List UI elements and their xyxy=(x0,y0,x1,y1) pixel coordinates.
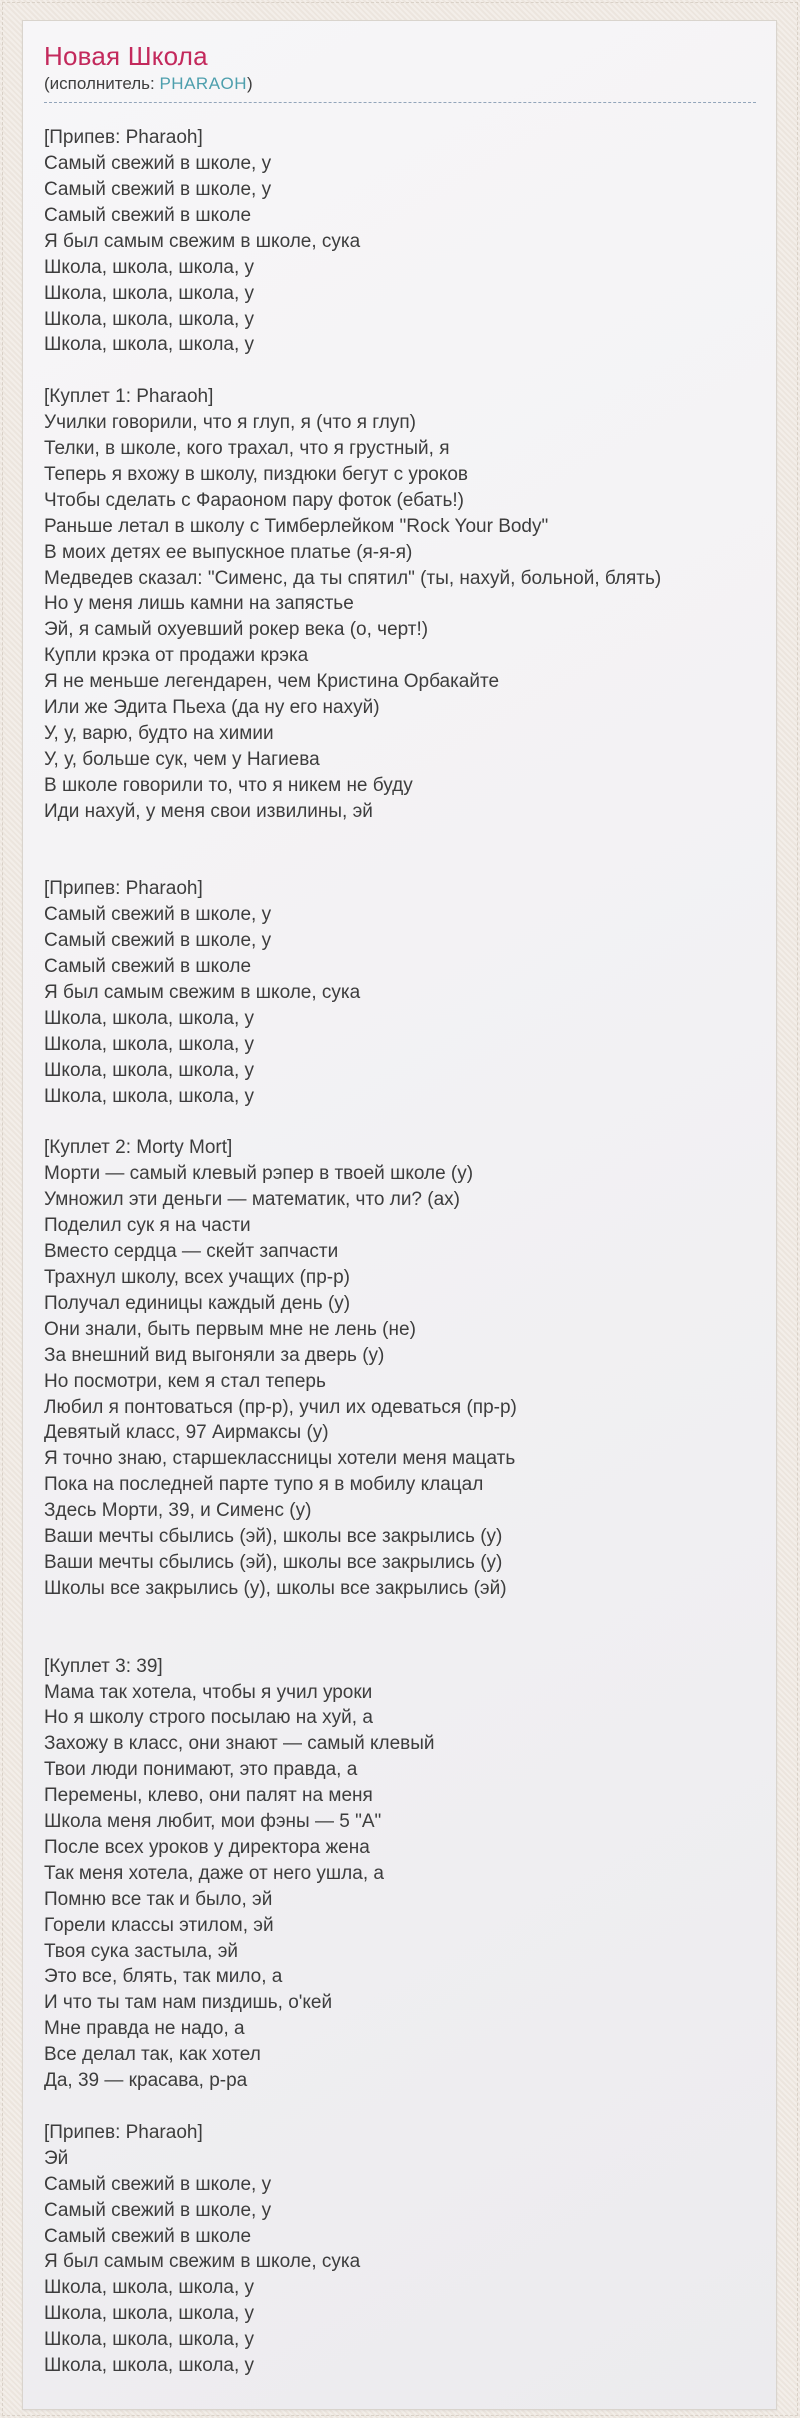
lyric-line: Школа, школа, школа, у xyxy=(44,1007,255,1029)
lyric-line: Самый свежий в школе xyxy=(44,956,252,978)
lyric-line: Эй, я самый охуевший рокер века (о, черт!) xyxy=(44,619,429,641)
lyric-line: Школа, школа, школа, у xyxy=(44,308,255,330)
lyrics-section xyxy=(44,1654,756,2094)
lyric-line: Самый свежий в школе, у xyxy=(44,179,272,200)
lyric-line: Все делал так, как хотел xyxy=(44,2044,261,2066)
lyric-line: В школе говорили то, что я никем не буду xyxy=(44,774,413,796)
lyric-line: Самый свежий в школе, у xyxy=(44,2199,272,2221)
section-header: [Куплет 1: Pharaoh] xyxy=(44,386,214,408)
lyric-line: Ваши мечты сбылись (эй), школы все закрылись (у) xyxy=(44,1526,503,1548)
lyric-line: Чтобы сделать с Фараоном пару фоток (ебать!) xyxy=(44,489,464,511)
lyric-line: Трахнул школу, всех учащих (пр-р) xyxy=(44,1267,350,1289)
lyric-line: Поделил сук я на части xyxy=(44,1215,251,1237)
lyric-line: Школа, школа, школа, у xyxy=(44,1033,255,1055)
lyric-line: Горели классы этилом, эй xyxy=(44,1914,274,1936)
lyric-line: Они знали, быть первым мне не лень (не) xyxy=(44,1318,416,1340)
lyrics-section xyxy=(44,2120,756,2379)
lyric-line: Захожу в класс, они знают — самый клевый xyxy=(44,1733,435,1755)
lyric-line: Пока на последней парте тупо я в мобилу клацал xyxy=(44,1474,484,1496)
lyric-line: Иди нахуй, у меня свои извилины, эй xyxy=(44,800,373,822)
lyric-line: Да, 39 — красава, р-ра xyxy=(44,2070,248,2092)
lyric-line: Вместо сердца — скейт запчасти xyxy=(44,1241,339,1263)
lyric-line: Школа, школа, школа, у xyxy=(44,2303,255,2325)
lyric-line: Но у меня лишь камни на запястье xyxy=(44,593,354,615)
section-header: [Припев: Pharaoh] xyxy=(44,2121,203,2143)
lyric-line: У, у, больше сук, чем у Нагиева xyxy=(44,748,320,770)
section-header: [Куплет 3: 39] xyxy=(44,1655,163,1677)
lyric-line: Самый свежий в школе, у xyxy=(44,2173,272,2195)
lyric-line: Училки говорили, что я глуп, я (что я глуп) xyxy=(44,412,416,434)
lyric-line: Это все, блять, так мило, а xyxy=(44,1966,283,1988)
lyric-line: Школа, школа, школа, у xyxy=(44,256,255,278)
song-title: Новая Школа xyxy=(44,41,208,71)
lyric-line: Здесь Морти, 39, и Сименс (у) xyxy=(44,1500,312,1522)
lyric-line: И что ты там нам пиздишь, о'кей xyxy=(44,1992,333,2014)
lyric-line: Школа, школа, школа, у xyxy=(44,2355,255,2377)
lyric-line: Ваши мечты сбылись (эй), школы все закрылись (у) xyxy=(44,1551,503,1573)
lyric-line: Мне правда не надо, а xyxy=(44,2018,245,2040)
lyric-line: Девятый класс, 97 Аирмаксы (у) xyxy=(44,1422,329,1444)
lyric-line: Я был самым свежим в школе, сука xyxy=(44,2251,361,2273)
lyric-line: Умножил эти деньги — математик, что ли? (ах) xyxy=(44,1189,460,1211)
lyric-line: Школа, школа, школа, у xyxy=(44,2277,255,2299)
lyric-line: Самый свежий в школе xyxy=(44,2225,252,2247)
lyric-line: За внешний вид выгоняли за дверь (у) xyxy=(44,1344,385,1366)
section-header: [Припев: Pharaoh] xyxy=(44,878,203,900)
lyric-line: Школа, школа, школа, у xyxy=(44,1085,255,1107)
lyric-line: Самый свежий в школе, у xyxy=(44,153,272,175)
lyric-line: Купли крэка от продажи крэка xyxy=(44,645,309,667)
lyrics-text xyxy=(44,125,756,2379)
artist-line xyxy=(44,74,756,103)
lyric-line: В моих детях ее выпускное платье (я-я-я) xyxy=(44,541,413,563)
lyric-line: Но я школу строго посылаю на хуй, а xyxy=(44,1707,373,1729)
lyric-line: Школа, школа, школа, у xyxy=(44,1059,255,1081)
lyric-line: Твоя сука застыла, эй xyxy=(44,1940,239,1962)
artist-label: (исполнитель: xyxy=(44,74,160,94)
lyric-line: Школа, школа, школа, у xyxy=(44,334,255,356)
lyric-line: Медведев сказал: "Сименс, да ты спятил" (ты, нахуй, больной, блять) xyxy=(44,567,662,589)
lyric-line: Морти — самый клевый рэпер в твоей школе (у) xyxy=(44,1163,474,1185)
lyric-line: Теперь я вхожу в школу, пиздюки бегут с уроков xyxy=(44,463,469,485)
lyrics-section xyxy=(44,125,756,358)
lyric-line: Самый свежий в школе, у xyxy=(44,904,272,926)
lyric-line: Я точно знаю, старшеклассницы хотели меня мацать xyxy=(44,1448,516,1470)
lyric-line: После всех уроков у директора жена xyxy=(44,1836,370,1858)
lyric-line: Школа меня любит, мои фэны — 5 "А" xyxy=(44,1811,382,1833)
lyric-line: Я не меньше легендарен, чем Кристина Орбакайте xyxy=(44,671,500,693)
lyrics-section xyxy=(44,876,756,1109)
lyric-line: Самый свежий в школе, у xyxy=(44,930,272,952)
lyric-line: Школы все закрылись (у), школы все закрылись (эй) xyxy=(44,1577,507,1599)
lyric-line: Я был самым свежим в школе, сука xyxy=(44,982,361,1004)
artist-link[interactable]: PHARAOH xyxy=(159,74,248,94)
section-header: [Куплет 2: Morty Mort] xyxy=(44,1137,233,1159)
artist-suffix: ) xyxy=(247,74,253,94)
lyric-line: Я был самым свежим в школе, сука xyxy=(44,230,361,252)
lyrics-section xyxy=(44,384,756,824)
lyric-line: Твои люди понимают, это правда, а xyxy=(44,1759,358,1781)
section-header: [Припев: Pharaoh] xyxy=(44,127,203,149)
lyric-line: Так меня хотела, даже от него ушла, а xyxy=(44,1862,384,1884)
lyric-line: У, у, варю, будто на химии xyxy=(44,723,274,745)
lyric-line: Раньше летал в школу с Тимберлейком "Rock Your Body" xyxy=(44,515,549,537)
lyric-line: Школа, школа, школа, у xyxy=(44,282,255,304)
lyrics-section xyxy=(44,1135,756,1601)
lyric-line: Самый свежий в школе xyxy=(44,204,252,226)
lyric-line: Школа, школа, школа, у xyxy=(44,2329,255,2351)
lyric-line: Эй xyxy=(44,2147,69,2169)
lyric-line: Или же Эдита Пьеха (да ну его нахуй) xyxy=(44,697,380,719)
lyric-line: Но посмотри, кем я стал теперь xyxy=(44,1370,326,1392)
lyric-line: Получал единицы каждый день (у) xyxy=(44,1292,351,1314)
lyric-line: Перемены, клево, они палят на меня xyxy=(44,1785,373,1807)
lyric-line: Любил я понтоваться (пр-р), учил их одеваться (пр-р) xyxy=(44,1396,517,1418)
lyrics-card xyxy=(22,20,777,2410)
lyric-line: Мама так хотела, чтобы я учил уроки xyxy=(44,1681,373,1703)
lyric-line: Телки, в школе, кого трахал, что я грустный, я xyxy=(44,438,450,460)
lyric-line: Помню все так и было, эй xyxy=(44,1888,273,1910)
